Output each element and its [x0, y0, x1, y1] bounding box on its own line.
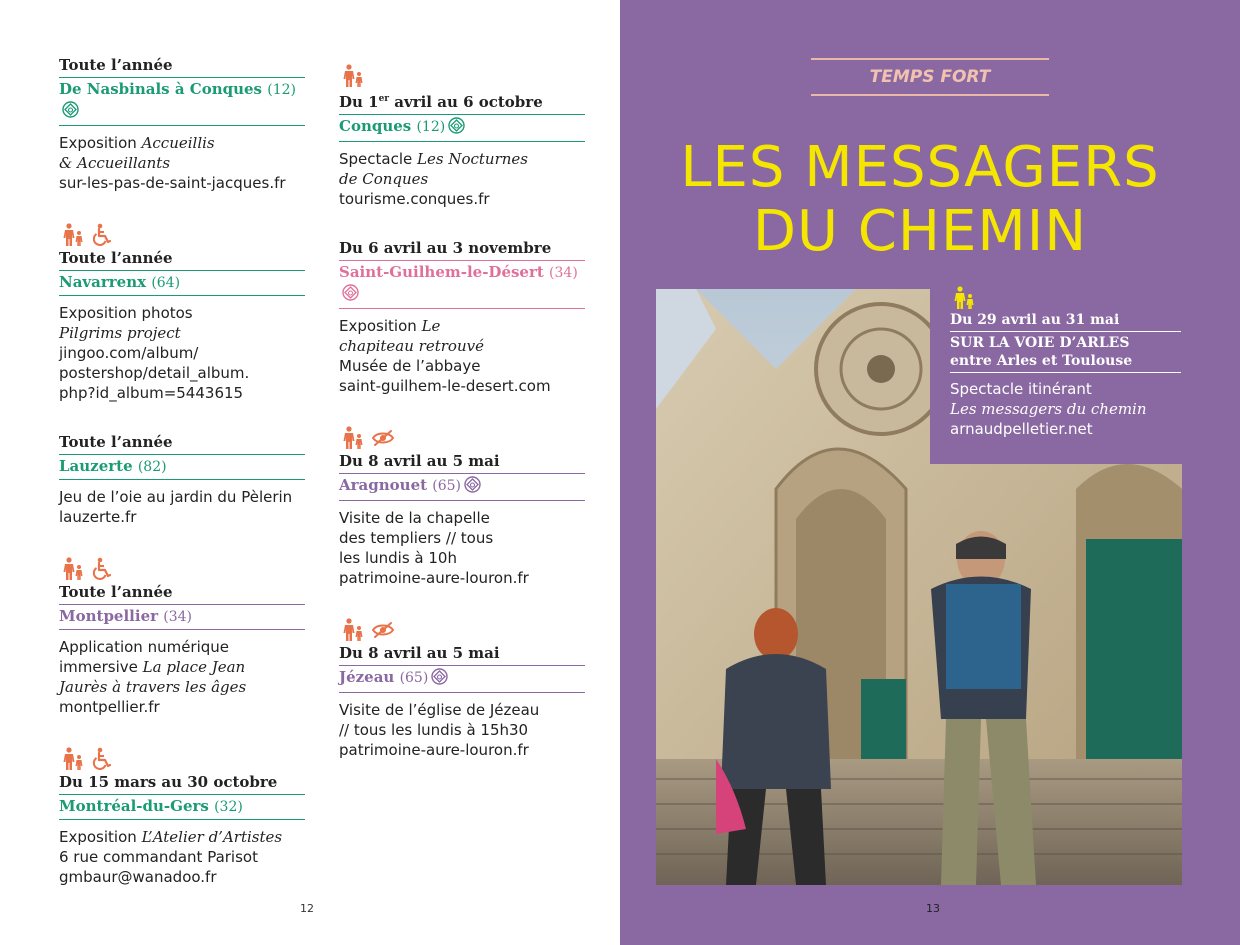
unesco-heritage-icon — [62, 101, 79, 123]
event-entry — [339, 64, 585, 209]
unesco-heritage-icon — [448, 117, 465, 139]
page-title: LES MESSAGERS DU CHEMIN — [680, 135, 1160, 264]
event-place: Aragnouet (65) — [339, 473, 585, 501]
event-description: Visite de l’église de Jézeau // tous les lundis à 15h30 patrimoine-aure-louron.fr — [339, 701, 540, 759]
event-icons — [339, 618, 585, 642]
wheelchair-icon — [91, 747, 113, 771]
event-date: Toute l’année — [59, 583, 173, 601]
event-date: Toute l’année — [59, 433, 173, 451]
event-description: Spectacle Les Nocturnes de Conques tourisme.conques.fr — [339, 150, 528, 208]
event-date: Du 6 avril au 3 novembre — [339, 239, 552, 257]
event-date: Du 8 avril au 5 mai — [339, 452, 500, 470]
event-date: Du 1er avril au 6 octobre — [339, 93, 543, 111]
event-date: Du 15 mars au 30 octobre — [59, 773, 278, 791]
middle-column — [339, 64, 585, 790]
family-icon — [339, 618, 365, 642]
event-date: Du 8 avril au 5 mai — [339, 644, 500, 662]
family-icon — [339, 64, 365, 88]
event-description: Jeu de l’oie au jardin du Pèlerin lauzerte.fr — [59, 488, 293, 526]
event-place: Conques (12) — [339, 114, 585, 142]
event-icons — [59, 557, 305, 581]
wheelchair-icon — [91, 557, 113, 581]
event-entry — [59, 747, 305, 887]
event-entry — [339, 618, 585, 760]
event-place: De Nasbinals à Conques (12) — [59, 77, 305, 126]
event-icons — [59, 223, 305, 247]
event-place: Saint-Guilhem-le-Désert (34) — [339, 260, 585, 309]
page-number: 13 — [926, 902, 940, 915]
event-description: Exposition photos Pilgrims project jingoo.com/album/ postershop/detail_album. php?id_album=5443615 — [59, 304, 250, 402]
family-icon — [950, 286, 976, 310]
section-kicker: TEMPS FORT — [811, 58, 1049, 96]
family-icon — [59, 223, 85, 247]
event-place: Jézeau (65) — [339, 665, 585, 693]
event-entry — [339, 426, 585, 588]
event-description: Application numérique immersive La place Jean Jaurès à travers les âges montpellier.fr — [59, 638, 247, 716]
event-icons — [339, 426, 585, 450]
unesco-heritage-icon — [342, 284, 359, 306]
event-place: Montpellier (34) — [59, 604, 305, 630]
family-icon — [59, 557, 85, 581]
event-entry — [339, 239, 585, 396]
family-icon — [339, 426, 365, 450]
event-entry — [59, 56, 305, 193]
event-place: Montréal-du-Gers (32) — [59, 794, 305, 820]
event-date: Du 29 avril au 31 mai — [950, 312, 1181, 332]
wheelchair-icon — [91, 223, 113, 247]
event-description: Exposition Le chapiteau retrouvé Musée de l’abbaye saint-guilhem-le-desert.com — [339, 317, 551, 395]
unesco-heritage-icon — [464, 476, 481, 498]
event-icons — [59, 747, 305, 771]
event-entry — [59, 557, 305, 717]
family-icon — [59, 747, 85, 771]
temps-fort-infobox — [930, 286, 1192, 464]
event-place: Navarrenx (64) — [59, 270, 305, 296]
page-number: 12 — [300, 902, 314, 915]
event-icons — [339, 64, 585, 88]
event-description: Visite de la chapelle des templiers // tous les lundis à 10h patrimoine-aure-louron.fr — [339, 509, 529, 587]
event-description: Exposition L’Atelier d’Artistes 6 rue commandant Parisot gmbaur@wanadoo.fr — [59, 828, 283, 886]
eye-icon — [371, 426, 395, 450]
event-entry — [59, 433, 305, 527]
event-date: Toute l’année — [59, 56, 173, 74]
unesco-heritage-icon — [431, 668, 448, 690]
event-place: Lauzerte (82) — [59, 454, 305, 480]
event-date: Toute l’année — [59, 249, 173, 267]
event-entry — [59, 223, 305, 403]
event-description: Exposition Accueillis & Accueillants sur-les-pas-de-saint-jacques.fr — [59, 134, 286, 192]
event-icons — [950, 286, 1192, 310]
eye-icon — [371, 618, 395, 642]
left-column — [59, 56, 305, 917]
event-place: SUR LA VOIE D’ARLES entre Arles et Toulouse — [950, 332, 1181, 373]
event-description: Spectacle itinérant Les messagers du chemin arnaudpelletier.net — [950, 380, 1147, 438]
